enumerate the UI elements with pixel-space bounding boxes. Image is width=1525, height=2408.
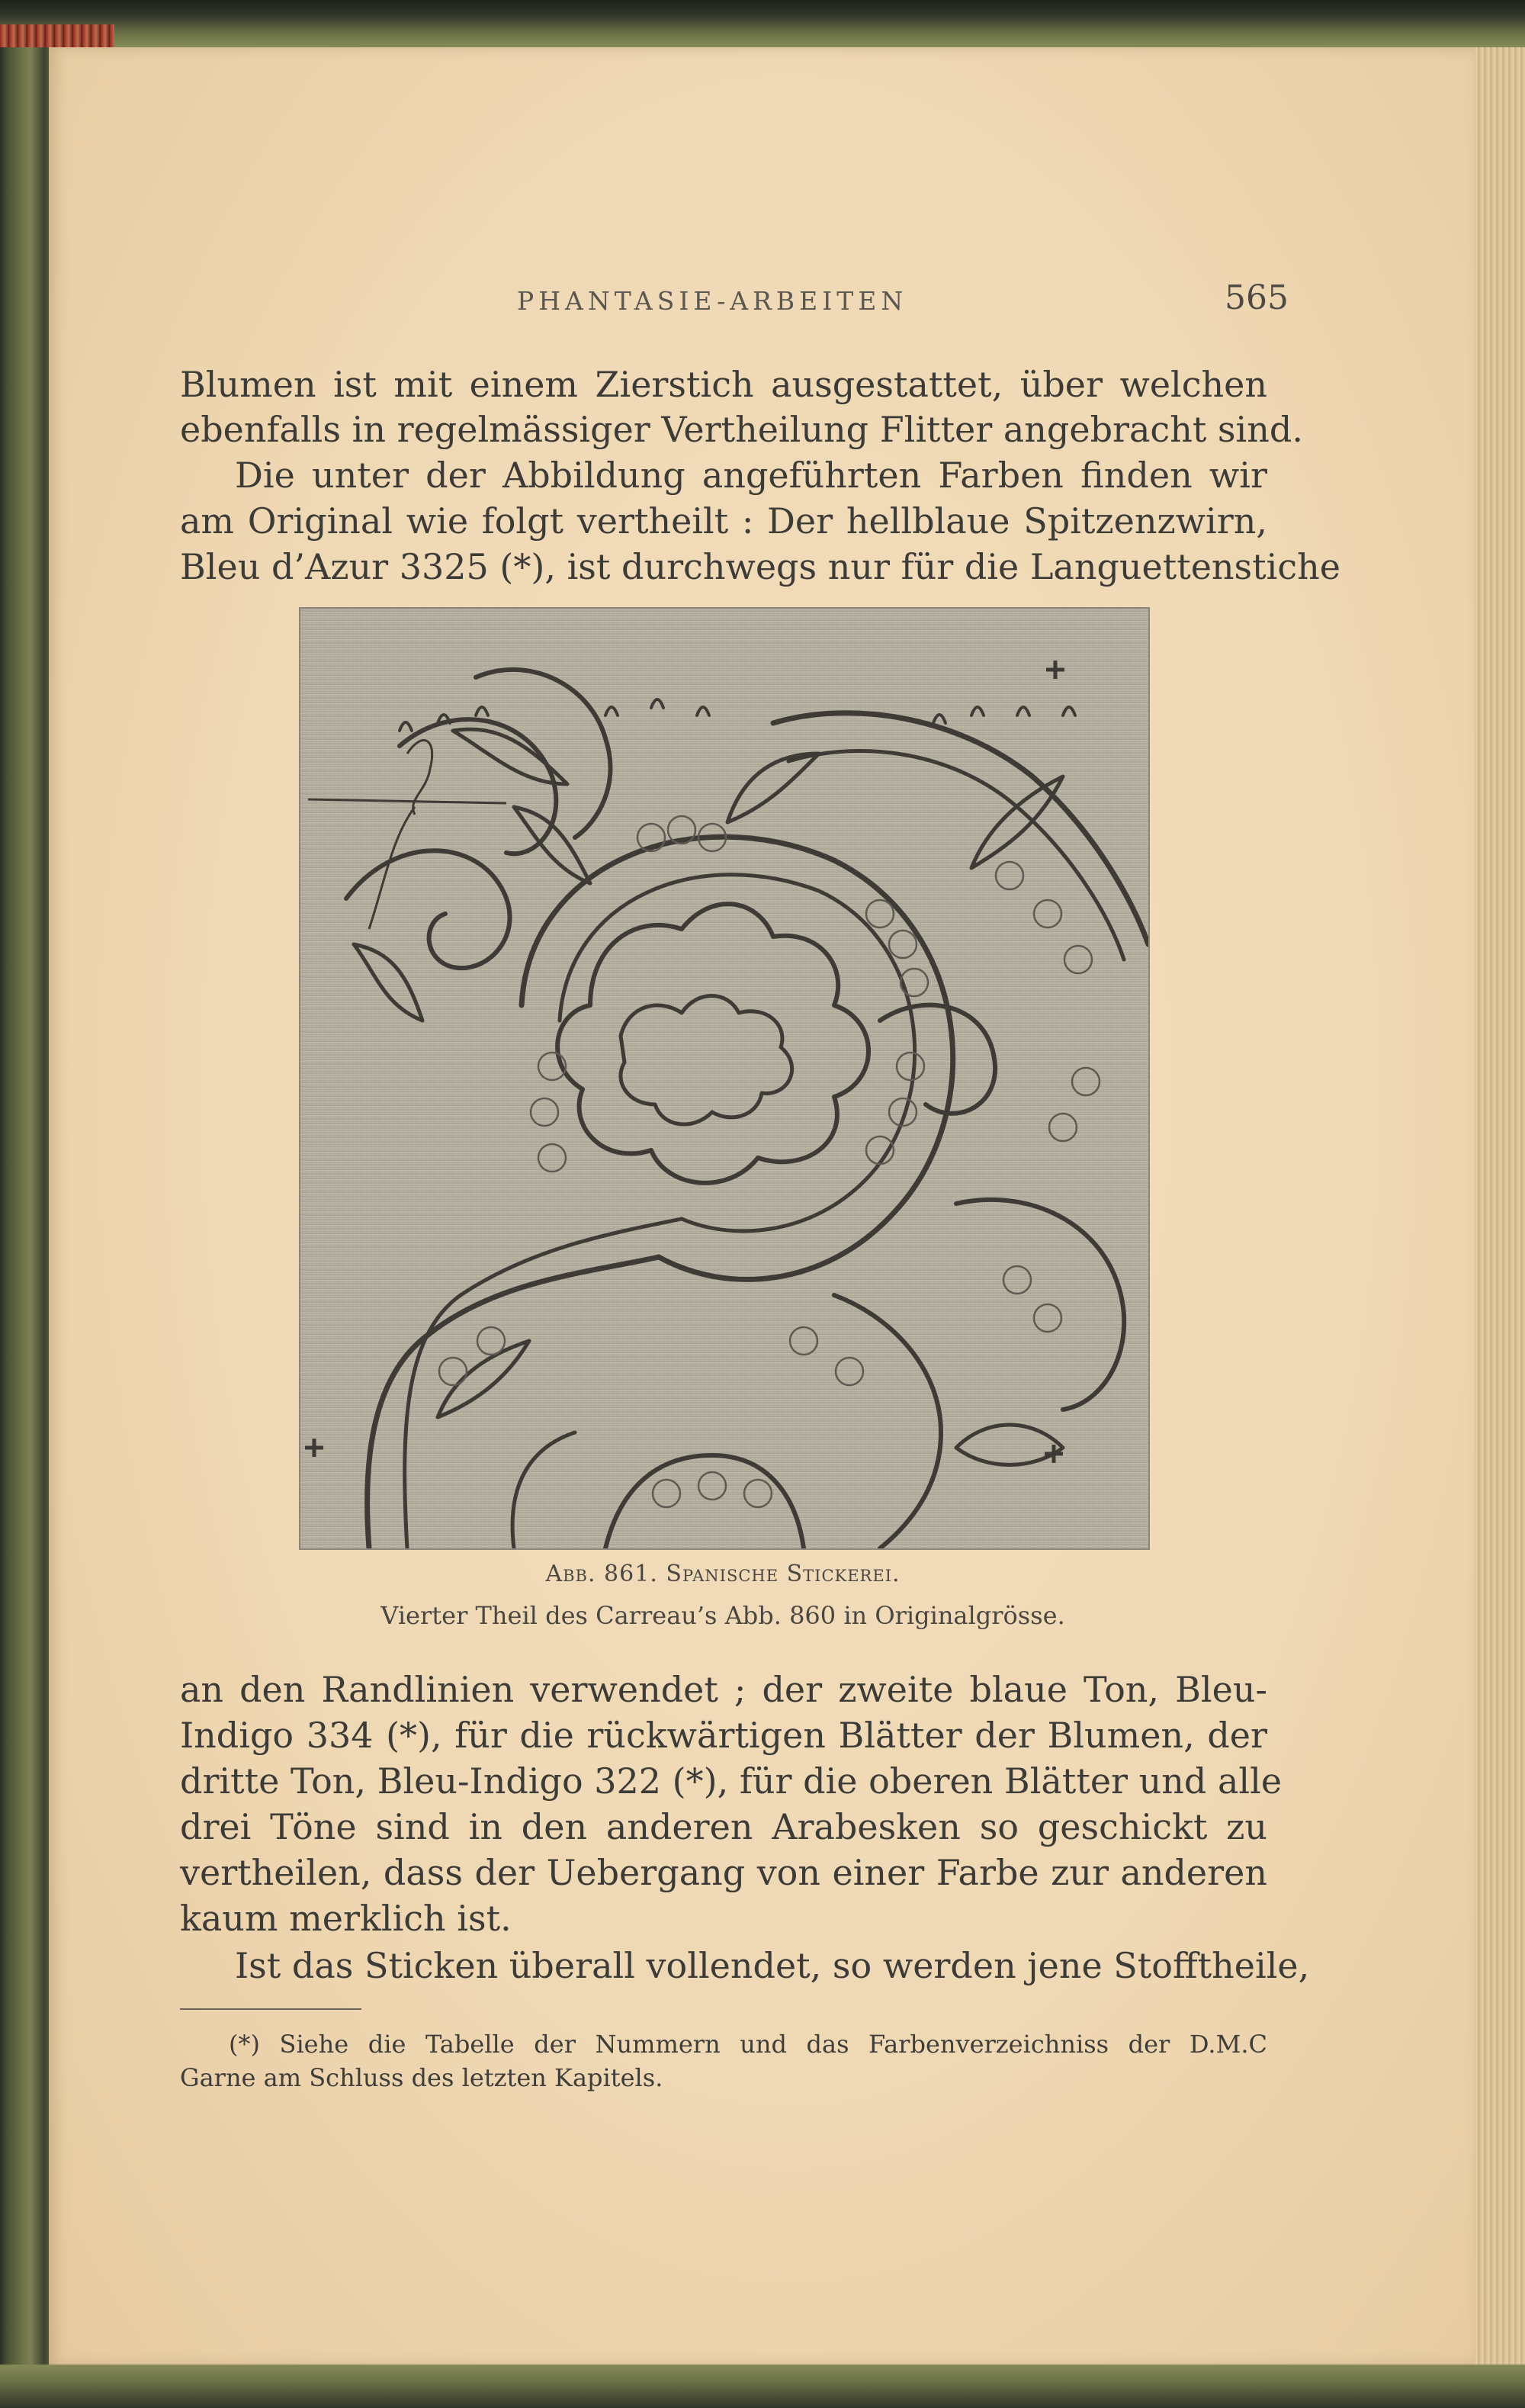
body-line: dritte Ton, Bleu-Indigo 322 (*), für die oberen Blätter und alle [180,1760,1283,1802]
page-stack-edges [1475,47,1525,2366]
footnote-line: Garne am Schluss des letzten Kapitels. [180,2063,663,2092]
body-line: drei Töne sind in den anderen Arabesken so geschickt zu [180,1806,1267,1847]
figure-caption-title: Abb. 861. Spanische Stickerei. [545,1561,901,1587]
footnote-line: (*) Siehe die Tabelle der Nummern und das Farbenverzeichniss der D.M.C [229,2030,1267,2059]
book-cover-bottom-edge [0,2365,1525,2408]
body-line: an den Randlinien verwendet ; der zweite blaue Ton, Bleu- [180,1669,1267,1710]
body-line: Bleu d’Azur 3325 (*), ist durchwegs nur für die Languettenstiche [180,546,1340,587]
body-line: Die unter der Abbildung angeführten Farben finden wir [235,455,1267,496]
body-line: kaum merklich ist. [180,1898,512,1939]
embroidery-illustration [299,607,1150,1550]
book-cover-top-edge [0,0,1525,47]
running-head: PHANTASIE-ARBEITEN [517,286,908,316]
body-line: Ist das Sticken überall vollendet, so werden jene Stofftheile, [235,1945,1310,1986]
spine-binding-mark [0,24,114,47]
body-line: ebenfalls in regelmässiger Vertheilung Flitter angebracht sind. [180,409,1303,450]
body-line: am Original wie folgt vertheilt : Der hellblaue Spitzenzwirn, [180,500,1267,542]
page-number: 565 [1225,278,1289,317]
footnote-rule [180,2008,361,2010]
body-line: Indigo 334 (*), für die rückwärtigen Blätter der Blumen, der [180,1715,1267,1756]
body-line: Blumen ist mit einem Zierstich ausgestattet, über welchen [180,364,1267,405]
body-line: vertheilen, dass der Uebergang von einer Farbe zur anderen [180,1852,1267,1893]
figure-caption-subtitle: Vierter Theil des Carreau’s Abb. 860 in Originalgrösse. [380,1601,1065,1630]
